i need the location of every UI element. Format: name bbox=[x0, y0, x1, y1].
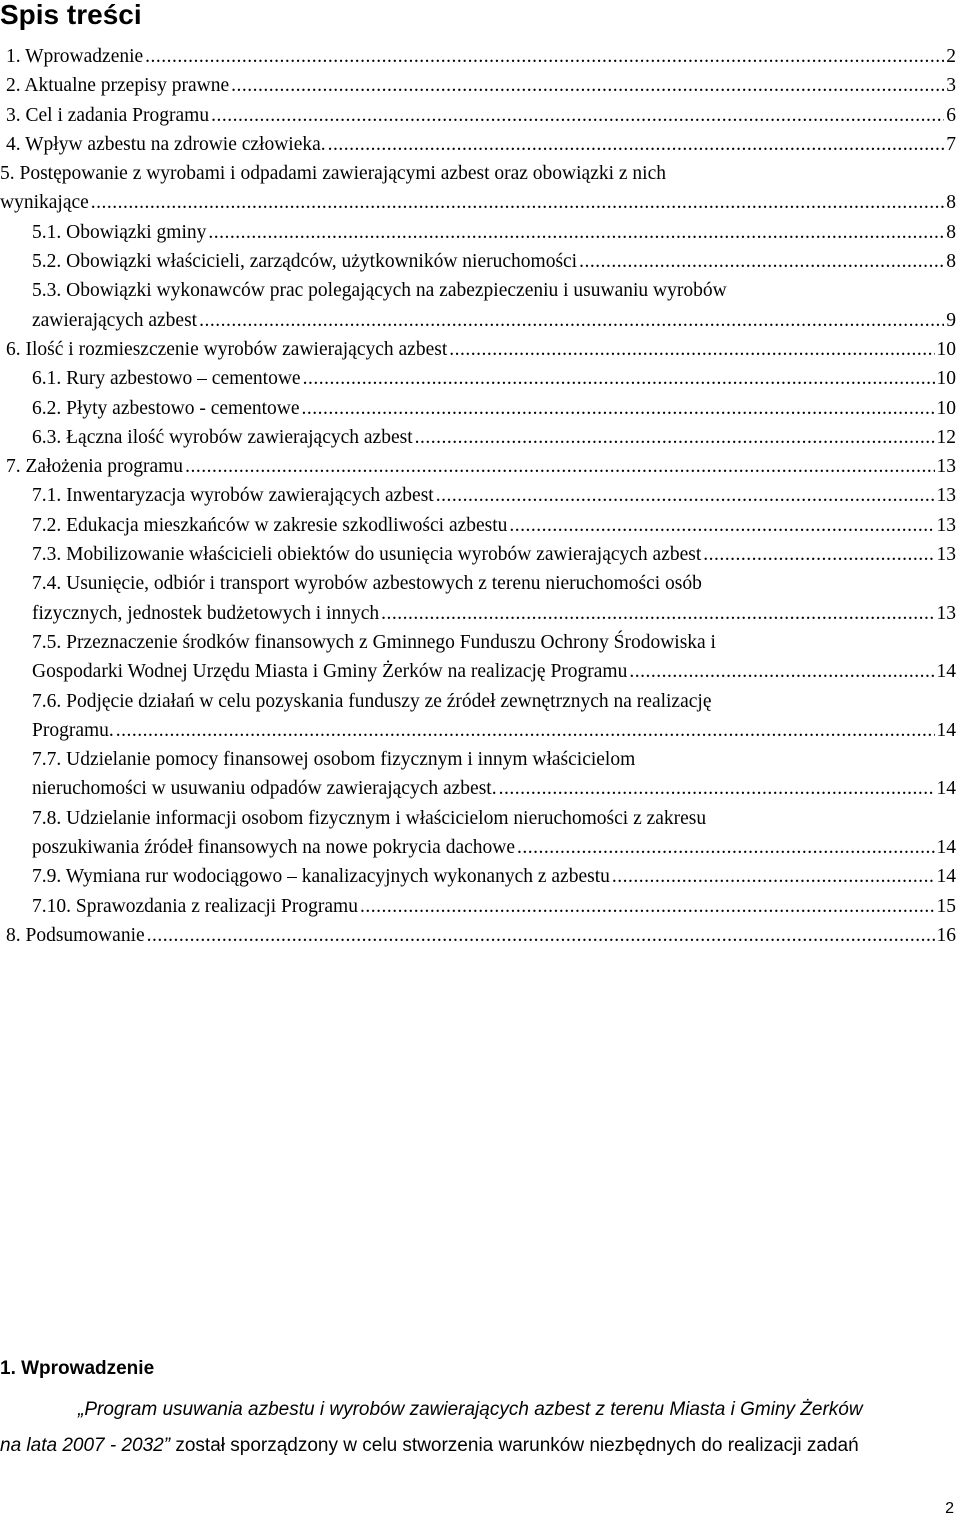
toc-page-number: 8 bbox=[946, 192, 956, 214]
dot-leader bbox=[147, 921, 935, 950]
intro-italic-line-2: na lata 2007 - 2032” bbox=[0, 1435, 171, 1456]
dot-leader bbox=[145, 42, 944, 71]
intro-italic-line-1: „Program usuwania azbestu i wyrobów zawierających azbest z terenu Miasta i Gminy Żerków bbox=[78, 1399, 863, 1420]
toc-page-number: 12 bbox=[936, 426, 956, 448]
toc-page-number: 13 bbox=[936, 544, 956, 566]
toc-entry-text: 7. Założenia programu bbox=[6, 456, 184, 478]
toc-entry-text: 7.2. Edukacja mieszkańców w zakresie szkodliwości azbestu bbox=[32, 514, 508, 536]
toc-entry[interactable] bbox=[0, 452, 960, 481]
dot-leader bbox=[517, 833, 935, 862]
toc-page-number: 8 bbox=[946, 251, 956, 273]
toc-entry-text: 7.3. Mobilizowanie właścicieli obiektów do usunięcia wyrobów zawierających azbest bbox=[32, 544, 702, 566]
toc-page-number: 10 bbox=[936, 338, 956, 360]
toc-entry[interactable] bbox=[0, 159, 960, 218]
toc-entry[interactable] bbox=[0, 687, 960, 746]
dot-leader bbox=[629, 657, 934, 686]
toc-entry[interactable] bbox=[0, 101, 960, 130]
toc-page-number: 2 bbox=[946, 46, 956, 67]
toc-entry-text: 5.2. Obowiązki właścicieli, zarządców, użytkowników nieruchomości bbox=[32, 251, 578, 273]
toc-entry[interactable] bbox=[0, 394, 960, 423]
toc-page-number: 14 bbox=[936, 866, 956, 888]
toc-entry-text: 2. Aktualne przepisy prawne bbox=[6, 75, 230, 97]
toc-entry-text: zawierających azbest bbox=[32, 309, 198, 331]
toc-page-number: 14 bbox=[936, 661, 956, 683]
toc-entry-text: fizycznych, jednostek budżetowych i innych bbox=[32, 602, 380, 624]
toc-entry-text: poszukiwania źródeł finansowych na nowe pokrycia dachowe bbox=[32, 837, 515, 859]
toc-entry-text: 5. Postępowanie z wyrobami i odpadami zawierającymi azbest oraz obowiązki z nich bbox=[0, 163, 667, 185]
dot-leader bbox=[185, 452, 934, 481]
toc-entry[interactable] bbox=[0, 130, 960, 159]
dot-leader bbox=[499, 774, 935, 803]
toc-entry[interactable] bbox=[0, 481, 960, 510]
toc-page-number: 14 bbox=[936, 837, 956, 859]
dot-leader bbox=[509, 511, 934, 540]
dot-leader bbox=[116, 716, 935, 745]
toc-entry[interactable] bbox=[0, 569, 960, 628]
dot-leader bbox=[415, 423, 935, 452]
toc-entry-text: 6.1. Rury azbestowo – cementowe bbox=[32, 368, 301, 390]
section-heading: 1. Wprowadzenie bbox=[0, 1358, 155, 1379]
toc-page-number: 14 bbox=[936, 719, 956, 741]
toc-entry[interactable] bbox=[0, 218, 960, 247]
toc-entry[interactable] bbox=[0, 862, 960, 891]
toc-entry-text: 5.1. Obowiązki gminy bbox=[32, 221, 207, 243]
dot-leader bbox=[703, 540, 934, 569]
toc-entry-text: 7.4. Usunięcie, odbiór i transport wyrobów azbestowych z terenu nieruchomości osób bbox=[32, 573, 702, 595]
toc-entry-text: 4. Wpływ azbestu na zdrowie człowieka. bbox=[6, 133, 326, 155]
toc-entry[interactable] bbox=[0, 745, 960, 804]
toc-entry-text: 7.8. Udzielanie informacji osobom fizycznym i właścicielom nieruchomości z zakresu bbox=[32, 807, 707, 829]
toc-entry[interactable] bbox=[0, 892, 960, 921]
toc-page-number: 7 bbox=[946, 133, 956, 155]
toc-page-number: 10 bbox=[936, 368, 956, 390]
toc-page-number: 10 bbox=[936, 397, 956, 419]
page-number: 2 bbox=[945, 1500, 954, 1517]
toc-entry-text: 7.7. Udzielanie pomocy finansowej osobom fizycznym i innym właścicielom bbox=[32, 749, 636, 771]
toc-page-number: 9 bbox=[946, 309, 956, 331]
dot-leader bbox=[579, 247, 944, 276]
toc-page-number: 13 bbox=[936, 485, 956, 507]
toc-entry[interactable] bbox=[0, 540, 960, 569]
toc-entry-text: 7.5. Przeznaczenie środków finansowych z Gminnego Funduszu Ochrony Środowiska i bbox=[32, 631, 716, 653]
toc-page-number: 13 bbox=[936, 514, 956, 536]
toc-entry-text: 6.3. Łączna ilość wyrobów zawierających azbest bbox=[32, 426, 413, 448]
toc-title: Spis treści bbox=[0, 0, 142, 30]
dot-leader bbox=[208, 218, 944, 247]
toc-entry-text: Gospodarki Wodnej Urzędu Miasta i Gminy Żerków na realizację Programu bbox=[32, 661, 628, 683]
dot-leader bbox=[231, 71, 944, 100]
toc-entry-text: 1. Wprowadzenie bbox=[6, 46, 144, 67]
toc-entry-text: 7.1. Inwentaryzacja wyrobów zawierających azbest bbox=[32, 485, 434, 507]
table-of-contents bbox=[0, 42, 960, 950]
toc-page-number: 15 bbox=[936, 895, 956, 917]
dot-leader bbox=[211, 101, 944, 130]
dot-leader bbox=[381, 599, 934, 628]
toc-entry-text: Programu. bbox=[32, 719, 114, 741]
toc-entry[interactable] bbox=[0, 42, 960, 71]
toc-entry-text: 3. Cel i zadania Programu bbox=[6, 104, 210, 126]
toc-entry-text: 5.3. Obowiązki wykonawców prac polegających na zabezpieczeniu i usuwaniu wyrobów bbox=[32, 280, 727, 302]
toc-entry-text: nieruchomości w usuwaniu odpadów zawierających azbest. bbox=[32, 778, 497, 800]
intro-paragraph bbox=[0, 1392, 960, 1464]
toc-entry[interactable] bbox=[0, 921, 960, 950]
dot-leader bbox=[328, 130, 945, 159]
toc-entry[interactable] bbox=[0, 511, 960, 540]
toc-page-number: 16 bbox=[936, 924, 956, 946]
toc-page-number: 6 bbox=[946, 104, 956, 126]
toc-entry-text: 8. Podsumowanie bbox=[6, 924, 145, 946]
intro-text: został sporządzony w celu stworzenia warunków niezbędnych do realizacji zadań bbox=[170, 1435, 859, 1456]
toc-entry[interactable] bbox=[0, 423, 960, 452]
dot-leader bbox=[360, 892, 935, 921]
toc-entry[interactable] bbox=[0, 628, 960, 687]
toc-page-number: 8 bbox=[946, 221, 956, 243]
dot-leader bbox=[91, 188, 944, 217]
toc-page-number: 14 bbox=[936, 778, 956, 800]
dot-leader bbox=[436, 481, 935, 510]
toc-entry-text: 7.9. Wymiana rur wodociągowo – kanalizacyjnych wykonanych z azbestu bbox=[32, 866, 610, 888]
toc-entry-text: 6.2. Płyty azbestowo - cementowe bbox=[32, 397, 300, 419]
dot-leader bbox=[199, 306, 944, 335]
toc-entry-text: wynikające bbox=[0, 192, 89, 214]
toc-page-number: 3 bbox=[946, 75, 956, 97]
toc-entry-text: 7.6. Podjęcie działań w celu pozyskania funduszy ze źródeł zewnętrznych na realizację bbox=[32, 690, 712, 712]
toc-entry-text: 6. Ilość i rozmieszczenie wyrobów zawierających azbest bbox=[6, 338, 448, 360]
toc-entry[interactable] bbox=[0, 804, 960, 863]
toc-entry-text: 7.10. Sprawozdania z realizacji Programu bbox=[32, 895, 358, 917]
toc-entry[interactable] bbox=[0, 276, 960, 335]
toc-page-number: 13 bbox=[936, 602, 956, 624]
dot-leader bbox=[303, 364, 935, 393]
toc-entry[interactable] bbox=[0, 335, 960, 364]
dot-leader bbox=[449, 335, 934, 364]
toc-entry[interactable] bbox=[0, 247, 960, 276]
toc-entry[interactable] bbox=[0, 71, 960, 100]
dot-leader bbox=[612, 862, 935, 891]
dot-leader bbox=[302, 394, 935, 423]
toc-entry[interactable] bbox=[0, 364, 960, 393]
toc-page-number: 13 bbox=[936, 456, 956, 478]
